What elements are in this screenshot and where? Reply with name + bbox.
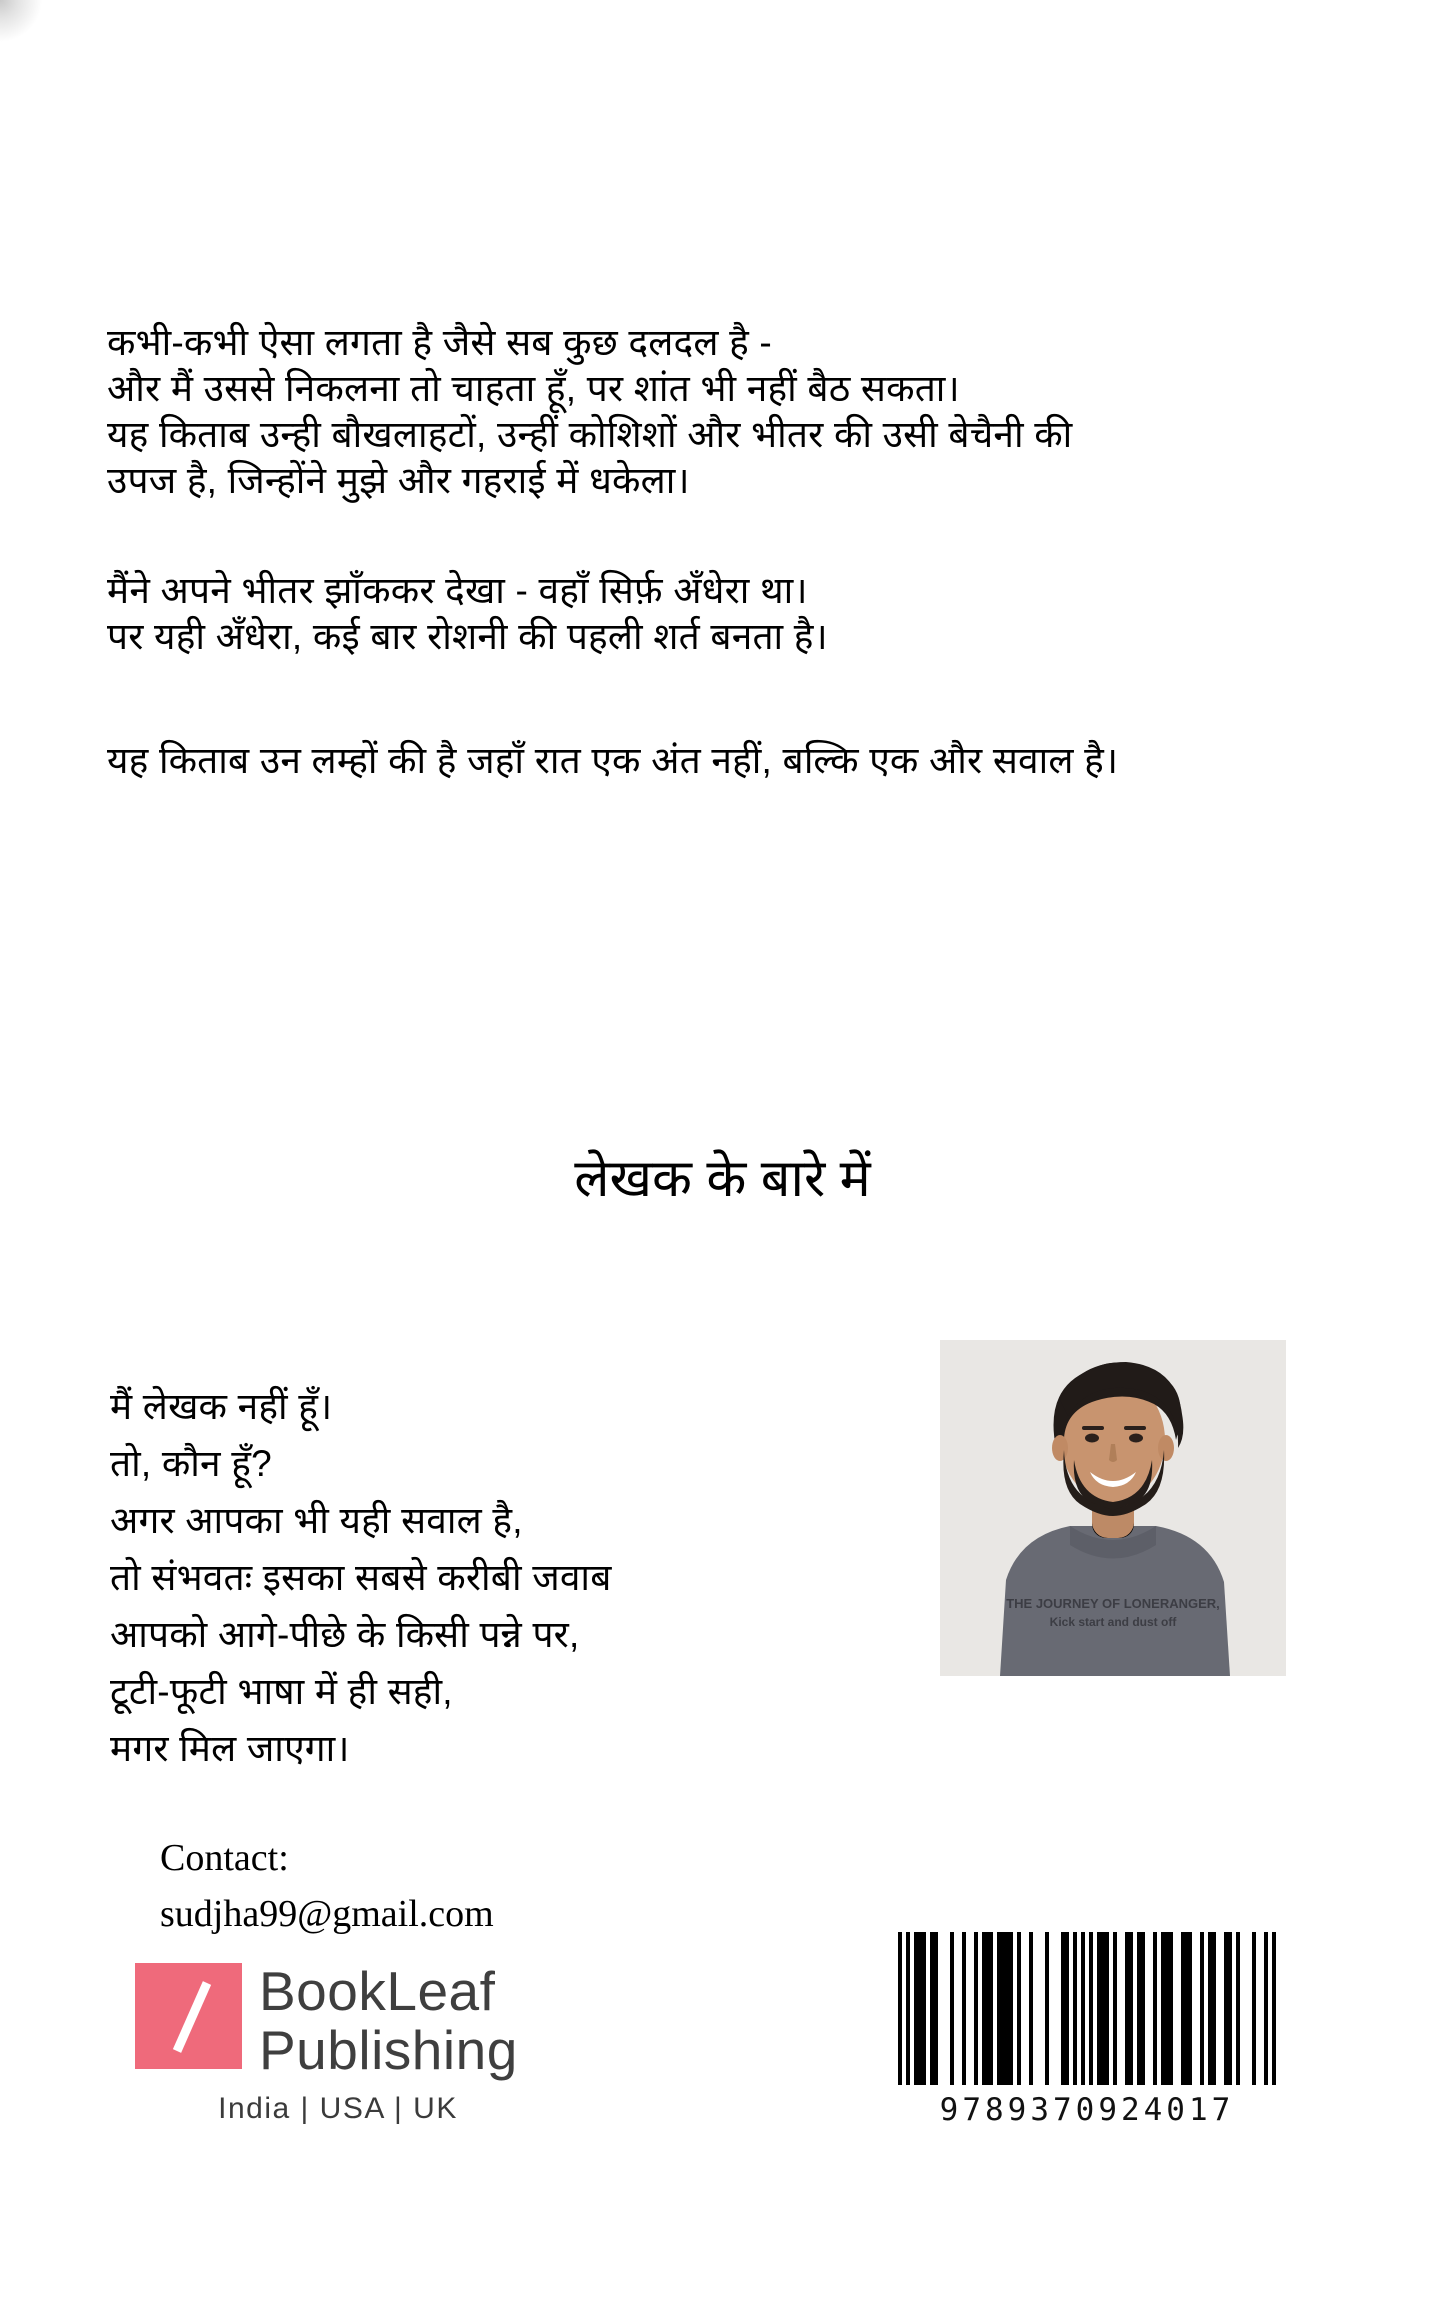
barcode-bar (1161, 1932, 1173, 2085)
tshirt-text-line2: Kick start and dust off (1049, 1615, 1177, 1629)
barcode-bar (1264, 1932, 1268, 2085)
barcode-bar (914, 1932, 926, 2085)
blurb-line: यह किताब उन लम्हों की है जहाँ रात एक अंत नहीं, बल्कि एक और सवाल है। (107, 740, 1119, 781)
blurb-line: मैंने अपने भीतर झाँककर देखा - वहाँ सिर्फ़ अँधेरा था। (107, 570, 808, 611)
blurb-line: उपज है, जिन्होंने मुझे और गहराई में धकेला। (107, 460, 690, 501)
author-photo (940, 1340, 1286, 1676)
barcode-bar (997, 1932, 1013, 2085)
bio-line: मैं लेखक नहीं हूँ। (110, 1386, 333, 1427)
blurb-line: कभी-कभी ऐसा लगता है जैसे सब कुछ दलदल है - (107, 322, 772, 363)
publisher-name-line2: Publishing (259, 2019, 518, 2081)
bio-line: टूटी-फूटी भाषा में ही सही, (110, 1671, 453, 1712)
publisher-regions: India | USA | UK (218, 2092, 458, 2125)
blurb-paragraph-3 (107, 738, 1367, 784)
barcode-bar (962, 1932, 966, 2085)
barcode-bar (1125, 1932, 1133, 2085)
barcode-bar (950, 1932, 954, 2085)
blurb-paragraph-1 (107, 320, 1367, 504)
barcode-bar (1252, 1932, 1256, 2085)
barcode-bar (1089, 1932, 1093, 2085)
bio-line: तो संभवतः इसका सबसे करीबी जवाब (110, 1557, 612, 1598)
barcode-bar (1208, 1932, 1216, 2085)
contact-section (160, 1830, 494, 1942)
barcode-bar (1236, 1932, 1240, 2085)
barcode-bar (930, 1932, 938, 2085)
barcode-bar (1045, 1932, 1049, 2085)
barcode-bar (1200, 1932, 1204, 2085)
barcode-bar (1061, 1932, 1069, 2085)
barcode-bar (1224, 1932, 1232, 2085)
author-avatar-illustration (940, 1340, 1286, 1676)
isbn-number: 9789370924017 (939, 2092, 1235, 2128)
barcode-bar (974, 1932, 978, 2085)
barcode-bar (1272, 1932, 1276, 2085)
barcode-bar (1137, 1932, 1145, 2085)
barcode-bars (898, 1932, 1276, 2085)
contact-label: Contact: (160, 1837, 289, 1879)
publisher-logo-mark (135, 1963, 242, 2069)
barcode-bar (906, 1932, 910, 2085)
bio-line: अगर आपका भी यही सवाल है, (110, 1500, 523, 1541)
barcode-bar (1097, 1932, 1109, 2085)
blurb-line: यह किताब उन्ही बौखलाहटों, उन्हीं कोशिशों और भीतर की उसी बेचैनी की (107, 414, 1073, 455)
blurb-section (107, 320, 1367, 784)
blurb-line: और मैं उससे निकलना तो चाहता हूँ, पर शांत भी नहीं बैठ सकता। (107, 368, 960, 409)
barcode-bar (982, 1932, 994, 2085)
barcode-bar (898, 1932, 902, 2085)
author-bio (110, 1378, 750, 1777)
barcode-bar (1181, 1932, 1193, 2085)
barcode-bar (1073, 1932, 1077, 2085)
barcode-bar (1153, 1932, 1157, 2085)
corner-smudge-artifact (0, 0, 70, 70)
blurb-line: पर यही अँधेरा, कई बार रोशनी की पहली शर्त बनता है। (107, 616, 828, 657)
tshirt-text-line1: THE JOURNEY OF LONERANGER, (1006, 1596, 1220, 1611)
about-author-heading: लेखक के बारे में (574, 1150, 871, 1208)
publisher-name (259, 1962, 518, 2080)
bio-line: तो, कौन हूँ? (110, 1443, 272, 1484)
bio-line: मगर मिल जाएगा। (110, 1728, 350, 1769)
publisher-name-line1: BookLeaf (259, 1960, 496, 2022)
barcode-bar (1081, 1932, 1085, 2085)
barcode-bar (1029, 1932, 1033, 2085)
blurb-paragraph-2 (107, 568, 1367, 660)
contact-email: sudjha99@gmail.com (160, 1893, 494, 1935)
bio-line: आपको आगे-पीछे के किसी पन्ने पर, (110, 1614, 580, 1655)
barcode-bar (1017, 1932, 1021, 2085)
barcode-bar (1113, 1932, 1117, 2085)
